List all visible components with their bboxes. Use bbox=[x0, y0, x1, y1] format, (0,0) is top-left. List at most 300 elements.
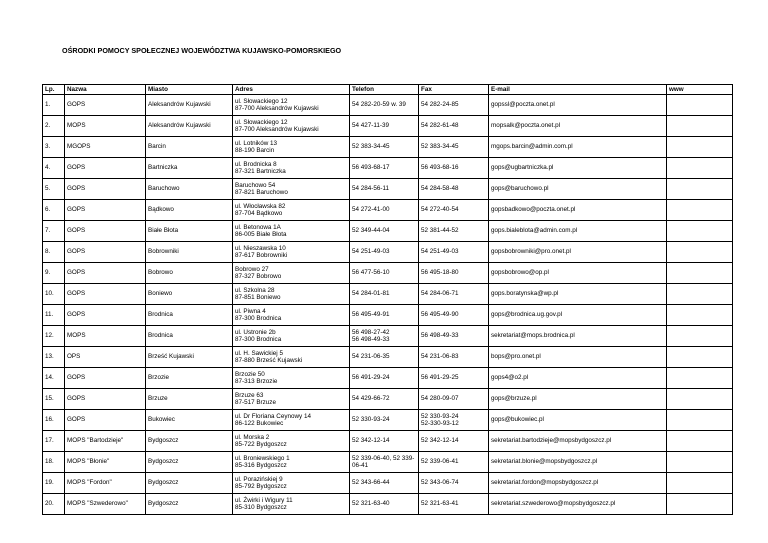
table-row bbox=[43, 137, 733, 158]
cell-fax bbox=[419, 263, 489, 284]
cell-nazwa bbox=[65, 158, 146, 179]
cell-email-text: gops@brzuze.pl bbox=[491, 395, 537, 403]
cell-telefon-line: 06-41 bbox=[352, 462, 369, 469]
cell-telefon bbox=[350, 179, 419, 200]
col-nazwa: Nazwa bbox=[65, 85, 146, 95]
cell-telefon bbox=[350, 221, 419, 242]
cell-nazwa-text: MOPS "Fordon" bbox=[67, 479, 112, 487]
cell-lp bbox=[43, 326, 65, 347]
cell-email bbox=[489, 410, 667, 431]
cell-email bbox=[489, 389, 667, 410]
cell-nazwa-text: MOPS "Bartodzieje" bbox=[67, 437, 124, 445]
cell-lp bbox=[43, 200, 65, 221]
cell-www bbox=[667, 431, 733, 452]
cell-telefon-text: 54 429-66-72 bbox=[352, 395, 390, 403]
cell-lp-text: 4. bbox=[45, 164, 51, 172]
cell-www bbox=[667, 200, 733, 221]
cell-email-text: gopsbobrowniki@pro.onet.pl bbox=[491, 248, 571, 256]
cell-email bbox=[489, 368, 667, 389]
cell-adres bbox=[233, 263, 350, 284]
cell-email-text: gops.bialeblota@admin.com.pl bbox=[491, 227, 578, 235]
cell-telefon bbox=[350, 494, 419, 515]
cell-www bbox=[667, 494, 733, 515]
cell-miasto-text: Bydgoszcz bbox=[148, 479, 179, 487]
cell-adres-text: ul. Lotników 13 bbox=[235, 139, 278, 147]
cell-miasto-text: Aleksandrów Kujawski bbox=[148, 122, 211, 130]
cell-email bbox=[489, 473, 667, 494]
cell-email-text: gops.boratynska@wp.pl bbox=[491, 290, 559, 298]
cell-www bbox=[667, 347, 733, 368]
cell-adres bbox=[233, 305, 350, 326]
cell-miasto-text: Bukowiec bbox=[148, 416, 175, 424]
cell-fax-text: 56 495-18-80 bbox=[421, 269, 459, 277]
cell-nazwa-text: MOPS "Błonie" bbox=[67, 458, 110, 466]
cell-lp-text: 1. bbox=[45, 101, 51, 109]
cell-lp bbox=[43, 263, 65, 284]
col-lp: Lp. bbox=[43, 85, 65, 95]
table-row bbox=[43, 158, 733, 179]
cell-telefon-text: 52 321-63-40 bbox=[352, 500, 390, 508]
cell-telefon-text: 54 272-41-00 bbox=[352, 206, 390, 214]
cell-email-text: gopsbobrowo@op.pl bbox=[491, 269, 549, 277]
cell-email bbox=[489, 494, 667, 515]
cell-nazwa bbox=[65, 431, 146, 452]
cell-telefon-text: 54 427-11-39 bbox=[352, 122, 389, 130]
cell-nazwa bbox=[65, 242, 146, 263]
cell-telefon bbox=[350, 368, 419, 389]
cell-email bbox=[489, 452, 667, 473]
cell-lp-text: 10. bbox=[45, 290, 54, 298]
cell-telefon bbox=[350, 116, 419, 137]
cell-adres-text: ul. Ustronie 2b bbox=[235, 328, 276, 336]
cell-email-text: bops@pro.onet.pl bbox=[491, 353, 541, 361]
cell-www bbox=[667, 473, 733, 494]
cell-telefon bbox=[350, 242, 419, 263]
cell-email-text: mopsalk@poczta.onet.pl bbox=[491, 122, 561, 130]
cell-nazwa-text: GOPS bbox=[67, 395, 86, 403]
cell-email bbox=[489, 431, 667, 452]
cell-lp-text: 9. bbox=[45, 269, 51, 277]
header-row bbox=[43, 85, 733, 95]
cell-fax bbox=[419, 221, 489, 242]
cell-adres-text: 87-313 Brzozie bbox=[235, 378, 278, 385]
cell-email-text: sekretariat.fordon@mopsbydgoszcz.pl bbox=[491, 479, 599, 487]
cell-nazwa-text: GOPS bbox=[67, 164, 86, 172]
cell-email-text: gops@brodnica.ug.gov.pl bbox=[491, 311, 563, 319]
table-row bbox=[43, 494, 733, 515]
cell-fax-text: 52 383-34-45 bbox=[421, 143, 459, 151]
cell-adres-text: 85-316 Bydgoszcz bbox=[235, 462, 287, 469]
cell-telefon-line: 56 498-49-33 bbox=[352, 336, 390, 343]
col-fax: Fax bbox=[419, 85, 489, 95]
cell-adres bbox=[233, 221, 350, 242]
cell-lp bbox=[43, 158, 65, 179]
cell-nazwa bbox=[65, 200, 146, 221]
cell-email bbox=[489, 326, 667, 347]
cell-nazwa bbox=[65, 473, 146, 494]
cell-telefon-line: 52 339-06-40, 52 339- bbox=[352, 454, 415, 462]
cell-nazwa-text: MGOPS bbox=[67, 143, 91, 151]
cell-miasto bbox=[146, 137, 233, 158]
cell-nazwa-text: OPS bbox=[67, 353, 81, 361]
cell-fax-text: 56 493-68-16 bbox=[421, 164, 459, 172]
cell-fax-line: 52-330-93-12 bbox=[421, 420, 459, 427]
cell-fax-text: 56 491-29-25 bbox=[421, 374, 459, 382]
cell-lp-text: 8. bbox=[45, 248, 51, 256]
cell-miasto-text: Bobrowniki bbox=[148, 248, 179, 256]
cell-www bbox=[667, 389, 733, 410]
cell-fax-text: 54 284-06-71 bbox=[421, 290, 459, 298]
cell-adres bbox=[233, 242, 350, 263]
cell-telefon-text: 52 330-93-24 bbox=[352, 416, 390, 424]
col-miasto: Miasto bbox=[146, 85, 233, 95]
cell-nazwa-text: GOPS bbox=[67, 248, 86, 256]
cell-miasto-text: Aleksandrów Kujawski bbox=[148, 101, 211, 109]
cell-www bbox=[667, 452, 733, 473]
cell-www bbox=[667, 137, 733, 158]
cell-adres bbox=[233, 473, 350, 494]
cell-adres-text: 87-517 Brzuze bbox=[235, 399, 276, 406]
cell-telefon-text: 54 284-01-81 bbox=[352, 290, 390, 298]
cell-adres-text: 86-005 Białe Błota bbox=[235, 231, 287, 238]
cell-fax bbox=[419, 116, 489, 137]
cell-email-text: gopsbadkowo@poczta.onet.pl bbox=[491, 206, 576, 214]
table-row bbox=[43, 242, 733, 263]
cell-fax bbox=[419, 431, 489, 452]
cell-fax bbox=[419, 347, 489, 368]
cell-fax bbox=[419, 410, 489, 431]
cell-fax-text: 54 282-24-85 bbox=[421, 101, 459, 109]
cell-email-text: gops@bukowiec.pl bbox=[491, 416, 544, 424]
cell-www bbox=[667, 368, 733, 389]
cell-fax bbox=[419, 284, 489, 305]
cell-adres bbox=[233, 158, 350, 179]
col-www: www bbox=[667, 85, 733, 95]
cell-email-text: gops@ugbartniczka.pl bbox=[491, 164, 554, 172]
cell-nazwa bbox=[65, 389, 146, 410]
cell-fax bbox=[419, 179, 489, 200]
cell-nazwa-text: MOPS bbox=[67, 332, 86, 340]
cell-lp-text: 5. bbox=[45, 185, 51, 193]
cell-adres-text: ul. H. Sawickiej 5 bbox=[235, 349, 283, 357]
cell-adres bbox=[233, 116, 350, 137]
cell-telefon-text: 54 231-06-35 bbox=[352, 353, 390, 361]
cell-telefon-text: 56 493-68-17 bbox=[352, 164, 390, 172]
cell-lp bbox=[43, 179, 65, 200]
cell-miasto bbox=[146, 452, 233, 473]
cell-nazwa bbox=[65, 368, 146, 389]
cell-www bbox=[667, 284, 733, 305]
cell-fax bbox=[419, 242, 489, 263]
cell-nazwa-text: GOPS bbox=[67, 374, 86, 382]
cell-lp-text: 3. bbox=[45, 143, 51, 151]
cell-adres-text: 87-704 Bądkowo bbox=[235, 210, 283, 217]
cell-fax-line: 52 330-93-24 bbox=[421, 412, 459, 420]
cell-adres-text: ul. Szkolna 28 bbox=[235, 286, 275, 294]
cell-nazwa-text: GOPS bbox=[67, 416, 86, 424]
table-row bbox=[43, 368, 733, 389]
cell-miasto-text: Bądkowo bbox=[148, 206, 174, 214]
cell-miasto-text: Baruchowo bbox=[148, 185, 180, 193]
cell-fax-text: 54 282-61-48 bbox=[421, 122, 459, 130]
table-row bbox=[43, 326, 733, 347]
cell-nazwa bbox=[65, 116, 146, 137]
cell-miasto-text: Barcin bbox=[148, 143, 166, 151]
cell-fax bbox=[419, 368, 489, 389]
cell-email bbox=[489, 305, 667, 326]
cell-nazwa bbox=[65, 137, 146, 158]
cell-nazwa-text: GOPS bbox=[67, 206, 86, 214]
cell-fax-text: 54 251-49-03 bbox=[421, 248, 459, 256]
cell-adres bbox=[233, 326, 350, 347]
cell-adres bbox=[233, 368, 350, 389]
cell-miasto bbox=[146, 368, 233, 389]
cell-email bbox=[489, 95, 667, 116]
cell-miasto bbox=[146, 221, 233, 242]
cell-lp-text: 6. bbox=[45, 206, 51, 214]
cell-email bbox=[489, 137, 667, 158]
cell-www bbox=[667, 242, 733, 263]
cell-adres-text: ul. Porazińskiej 9 bbox=[235, 475, 283, 483]
table-row bbox=[43, 221, 733, 242]
cell-miasto-text: Bydgoszcz bbox=[148, 458, 179, 466]
cell-fax-text: 54 272-40-54 bbox=[421, 206, 459, 214]
cell-adres-text: 85-310 Bydgoszcz bbox=[235, 504, 287, 511]
cell-miasto-text: Brzozie bbox=[148, 374, 169, 382]
cell-lp-text: 14. bbox=[45, 374, 54, 382]
cell-miasto-text: Brześć Kujawski bbox=[148, 353, 194, 361]
cell-telefon bbox=[350, 158, 419, 179]
cell-miasto-text: Bartniczka bbox=[148, 164, 178, 172]
cell-telefon bbox=[350, 200, 419, 221]
cell-lp-text: 13. bbox=[45, 353, 54, 361]
cell-adres bbox=[233, 389, 350, 410]
cell-telefon bbox=[350, 326, 419, 347]
cell-www bbox=[667, 158, 733, 179]
cell-email-text: gops4@o2.pl bbox=[491, 374, 529, 382]
cell-telefon bbox=[350, 95, 419, 116]
cell-lp-text: 17. bbox=[45, 437, 54, 445]
cell-telefon bbox=[350, 431, 419, 452]
cell-adres-text: ul. Brodnicka 8 bbox=[235, 160, 277, 168]
cell-lp bbox=[43, 431, 65, 452]
cell-fax bbox=[419, 389, 489, 410]
table-row bbox=[43, 473, 733, 494]
cell-fax-text: 56 495-49-90 bbox=[421, 311, 459, 319]
cell-email bbox=[489, 242, 667, 263]
cell-telefon-text: 54 251-49-03 bbox=[352, 248, 390, 256]
cell-adres-text: ul. Włocławska 82 bbox=[235, 202, 286, 210]
cell-email-text: sekretariat.szwederowo@mopsbydgoszcz.pl bbox=[491, 500, 616, 508]
cell-email bbox=[489, 179, 667, 200]
cell-fax-text: 54 231-06-83 bbox=[421, 353, 459, 361]
cell-adres-text: ul. Żwirki i Wigury 11 bbox=[235, 496, 293, 504]
cell-adres bbox=[233, 494, 350, 515]
cell-telefon bbox=[350, 473, 419, 494]
cell-telefon-text: 56 477-56-10 bbox=[352, 269, 390, 277]
cell-telefon bbox=[350, 389, 419, 410]
cell-fax-text: 54 280-09-07 bbox=[421, 395, 459, 403]
cell-telefon bbox=[350, 347, 419, 368]
cell-miasto bbox=[146, 431, 233, 452]
cell-adres bbox=[233, 452, 350, 473]
cell-adres-text: 88-190 Barcin bbox=[235, 147, 275, 154]
cell-nazwa-text: GOPS bbox=[67, 311, 86, 319]
cell-telefon bbox=[350, 410, 419, 431]
col-adres: Adres bbox=[233, 85, 350, 95]
cell-adres-text: ul. Nieszawska 10 bbox=[235, 244, 286, 252]
cell-email bbox=[489, 158, 667, 179]
cell-miasto bbox=[146, 242, 233, 263]
cell-adres bbox=[233, 410, 350, 431]
cell-adres-text: 87-300 Brodnica bbox=[235, 315, 282, 322]
cell-lp bbox=[43, 242, 65, 263]
cell-adres-text: 87-851 Boniewo bbox=[235, 294, 281, 301]
cell-miasto bbox=[146, 263, 233, 284]
cell-email bbox=[489, 263, 667, 284]
cell-miasto-text: Białe Błota bbox=[148, 227, 179, 235]
cell-telefon-text: 52 342-12-14 bbox=[352, 437, 390, 445]
table-row bbox=[43, 452, 733, 473]
table-row bbox=[43, 410, 733, 431]
cell-fax bbox=[419, 326, 489, 347]
cell-adres-text: 87-821 Baruchowo bbox=[235, 189, 288, 196]
cell-nazwa bbox=[65, 284, 146, 305]
cell-email bbox=[489, 200, 667, 221]
cell-www bbox=[667, 95, 733, 116]
cell-adres-text: ul. Morska 2 bbox=[235, 433, 270, 441]
cell-miasto bbox=[146, 410, 233, 431]
cell-miasto bbox=[146, 389, 233, 410]
cell-lp-text: 18. bbox=[45, 458, 54, 466]
cell-telefon-text: 54 282-20-59 w. 39 bbox=[352, 101, 406, 109]
cell-fax bbox=[419, 158, 489, 179]
cell-adres-text: 85-792 Bydgoszcz bbox=[235, 483, 287, 490]
cell-fax-text: 52 321-63-41 bbox=[421, 500, 459, 508]
cell-nazwa-text: GOPS bbox=[67, 269, 86, 277]
cell-email-text: gops@baruchowo.pl bbox=[491, 185, 549, 193]
cell-miasto-text: Brodnica bbox=[148, 311, 173, 319]
cell-miasto-text: Bydgoszcz bbox=[148, 500, 179, 508]
cell-nazwa bbox=[65, 95, 146, 116]
cell-nazwa bbox=[65, 347, 146, 368]
cell-lp bbox=[43, 347, 65, 368]
cell-lp bbox=[43, 137, 65, 158]
cell-adres-text: 87-617 Bobrowniki bbox=[235, 252, 288, 259]
cell-nazwa bbox=[65, 410, 146, 431]
cell-fax-text: 54 284-58-48 bbox=[421, 185, 459, 193]
table-row bbox=[43, 347, 733, 368]
cell-miasto bbox=[146, 284, 233, 305]
cell-www bbox=[667, 305, 733, 326]
cell-miasto-text: Brodnica bbox=[148, 332, 173, 340]
col-email: E-mail bbox=[489, 85, 667, 95]
cell-adres bbox=[233, 284, 350, 305]
cell-lp bbox=[43, 410, 65, 431]
cell-lp bbox=[43, 389, 65, 410]
cell-lp-text: 2. bbox=[45, 122, 51, 130]
cell-www bbox=[667, 263, 733, 284]
cell-email bbox=[489, 284, 667, 305]
cell-miasto-text: Bydgoszcz bbox=[148, 437, 179, 445]
table-row bbox=[43, 95, 733, 116]
ops-table bbox=[42, 84, 733, 515]
cell-adres-text: Brzuze 63 bbox=[235, 391, 264, 399]
cell-lp-text: 12. bbox=[45, 332, 54, 340]
cell-nazwa-text: MOPS "Szwederowo" bbox=[67, 500, 128, 508]
table-row bbox=[43, 284, 733, 305]
cell-adres-text: ul. Broniewskiego 1 bbox=[235, 454, 290, 462]
cell-miasto bbox=[146, 326, 233, 347]
cell-adres bbox=[233, 431, 350, 452]
cell-miasto bbox=[146, 473, 233, 494]
cell-fax bbox=[419, 305, 489, 326]
cell-adres-text: ul. Słowackiego 12 bbox=[235, 97, 288, 105]
cell-lp bbox=[43, 473, 65, 494]
table-row bbox=[43, 389, 733, 410]
cell-lp-text: 15. bbox=[45, 395, 54, 403]
cell-lp bbox=[43, 368, 65, 389]
cell-telefon-text: 56 491-29-24 bbox=[352, 374, 390, 382]
cell-email bbox=[489, 116, 667, 137]
cell-adres bbox=[233, 179, 350, 200]
cell-nazwa-text: GOPS bbox=[67, 185, 86, 193]
cell-adres-text: 87-880 Brześć Kujawski bbox=[235, 357, 303, 364]
cell-nazwa bbox=[65, 494, 146, 515]
cell-telefon-text: 52 343-66-44 bbox=[352, 479, 390, 487]
cell-miasto bbox=[146, 179, 233, 200]
table-row bbox=[43, 179, 733, 200]
cell-adres-text: 87-327 Bobrowo bbox=[235, 273, 282, 280]
cell-adres-text: 86-122 Bukowiec bbox=[235, 420, 284, 427]
col-telefon: Telefon bbox=[350, 85, 419, 95]
cell-adres-text: Baruchowo 54 bbox=[235, 181, 276, 189]
cell-miasto bbox=[146, 95, 233, 116]
cell-fax-text: 52 343-06-74 bbox=[421, 479, 459, 487]
cell-lp-text: 20. bbox=[45, 500, 54, 508]
cell-telefon-text: 56 495-49-91 bbox=[352, 311, 390, 319]
cell-adres-text: 87-700 Aleksandrów Kujawski bbox=[235, 105, 319, 112]
cell-adres-text: 87-321 Bartniczka bbox=[235, 168, 286, 175]
cell-fax bbox=[419, 473, 489, 494]
cell-lp-text: 19. bbox=[45, 479, 54, 487]
cell-telefon-text: 52 349-44-04 bbox=[352, 227, 390, 235]
cell-miasto bbox=[146, 116, 233, 137]
cell-lp-text: 7. bbox=[45, 227, 51, 235]
cell-email-text: mgops.barcin@admin.com.pl bbox=[491, 143, 573, 151]
cell-nazwa-text: GOPS bbox=[67, 227, 86, 235]
cell-email-text: sekretariat.bartodzieje@mopsbydgoszcz.pl bbox=[491, 437, 612, 445]
cell-fax-text: 52 381-44-52 bbox=[421, 227, 459, 235]
cell-adres-text: ul. Piwna 4 bbox=[235, 307, 266, 315]
cell-www bbox=[667, 179, 733, 200]
cell-adres bbox=[233, 95, 350, 116]
cell-email-text: sekretariat.blonie@mopsbydgoszcz.pl bbox=[491, 458, 598, 466]
cell-adres-text: Bobrowo 27 bbox=[235, 265, 269, 273]
cell-nazwa-text: GOPS bbox=[67, 290, 86, 298]
cell-adres bbox=[233, 137, 350, 158]
cell-telefon-text: 52 383-34-45 bbox=[352, 143, 390, 151]
cell-fax-text: 52 339-06-41 bbox=[421, 458, 459, 466]
cell-miasto bbox=[146, 200, 233, 221]
cell-miasto-text: Bobrowo bbox=[148, 269, 173, 277]
cell-fax bbox=[419, 452, 489, 473]
cell-miasto bbox=[146, 305, 233, 326]
cell-lp bbox=[43, 221, 65, 242]
cell-miasto-text: Brzuze bbox=[148, 395, 168, 403]
cell-miasto-text: Boniewo bbox=[148, 290, 173, 298]
cell-nazwa bbox=[65, 179, 146, 200]
